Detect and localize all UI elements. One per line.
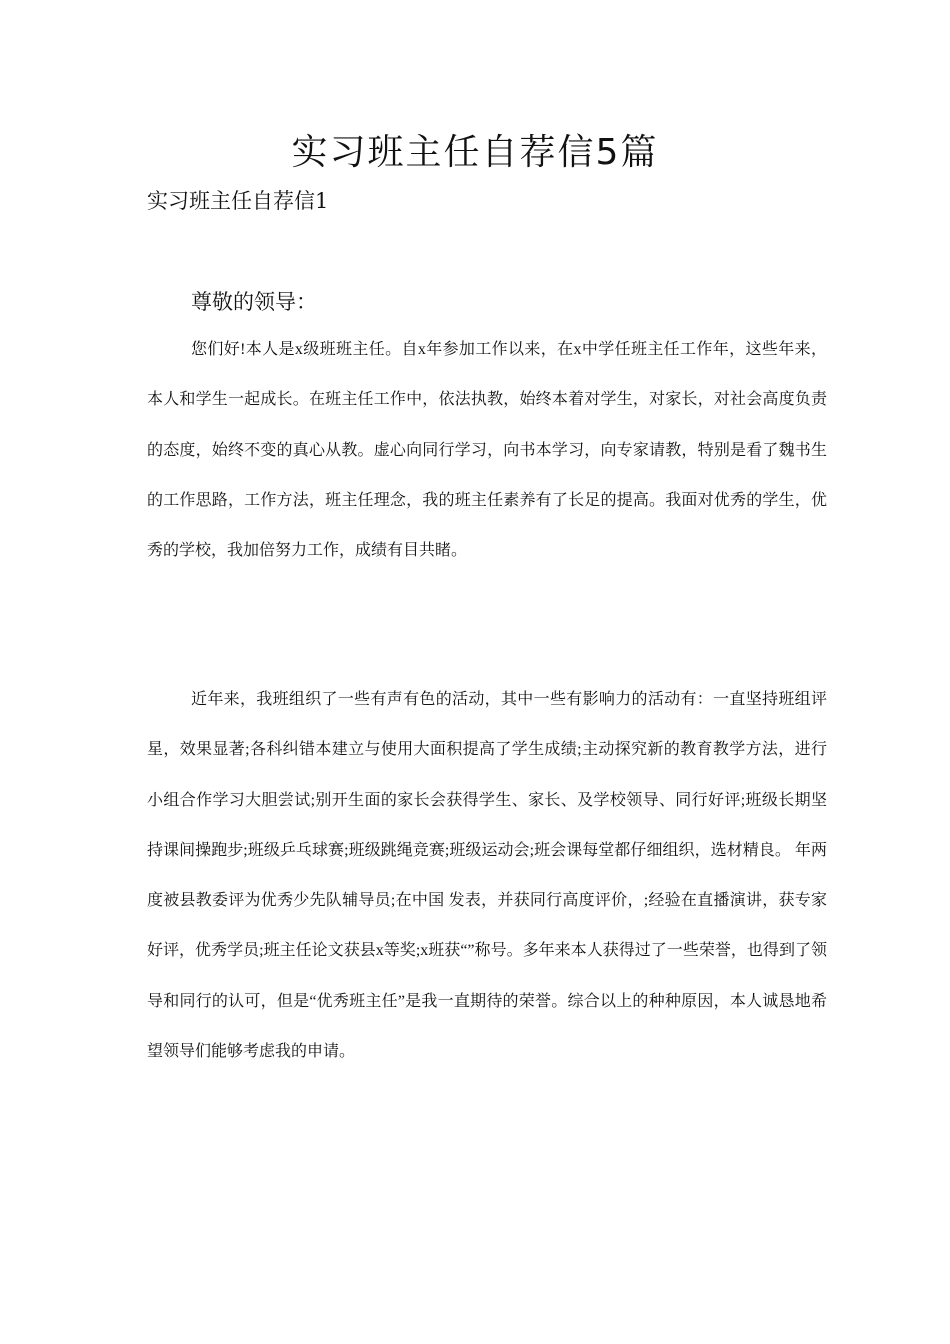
salutation: 尊敬的领导： [191,290,317,314]
body-paragraph-1: 您们好!本人是x级班班主任。自x年参加工作以来，在x中学任班主任工作年，这些年来，本人和学生一起成长。在班主任工作中，依法执教，始终本着对学生，对家长，对社会高度负责的态度，始终不变的真心从教。虚心向同行学习，向书本学习，向专家请教，特别是看了魏书生的工作思路，工作方法，班主任理念，我的班主任素养有了长足的提高。我面对优秀的学生，优秀的学校，我加倍努力工作，成绩有目共睹。 [147,341,827,560]
body-paragraph-2: 近年来，我班组织了一些有声有色的活动，其中一些有影响力的活动有：一直坚持班组评星，效果显著;各科纠错本建立与使用大面积提高了学生成绩;主动探究新的教育教学方法，进行小组合作学习大胆尝试;别开生面的家长会获得学生、家长、及学校领导、同行好评;班级长期坚持课间操跑步;班级乒乓球赛;班级跳绳竞赛;班级运动会;班会课每堂都仔细组织，选材精良。 年两度被县教委评为优秀少先队辅导员;在中国 发表，并获同行高度评价，;经验在直播演讲，获专家好评，优秀学员;班主任论文获县x等奖;x班获“”称号。多年来本人获得过了一些荣誉，也得到了领导和同行的认可，但是“优秀班主任”是我一直期待的荣誉。综合以上的种种原因，本人诚恳地希望领导们能够考虑我的申请。 [147,691,827,1061]
document-title: 实习班主任自荐信5篇 [291,132,659,173]
section-title: 实习班主任自荐信1 [147,189,329,213]
